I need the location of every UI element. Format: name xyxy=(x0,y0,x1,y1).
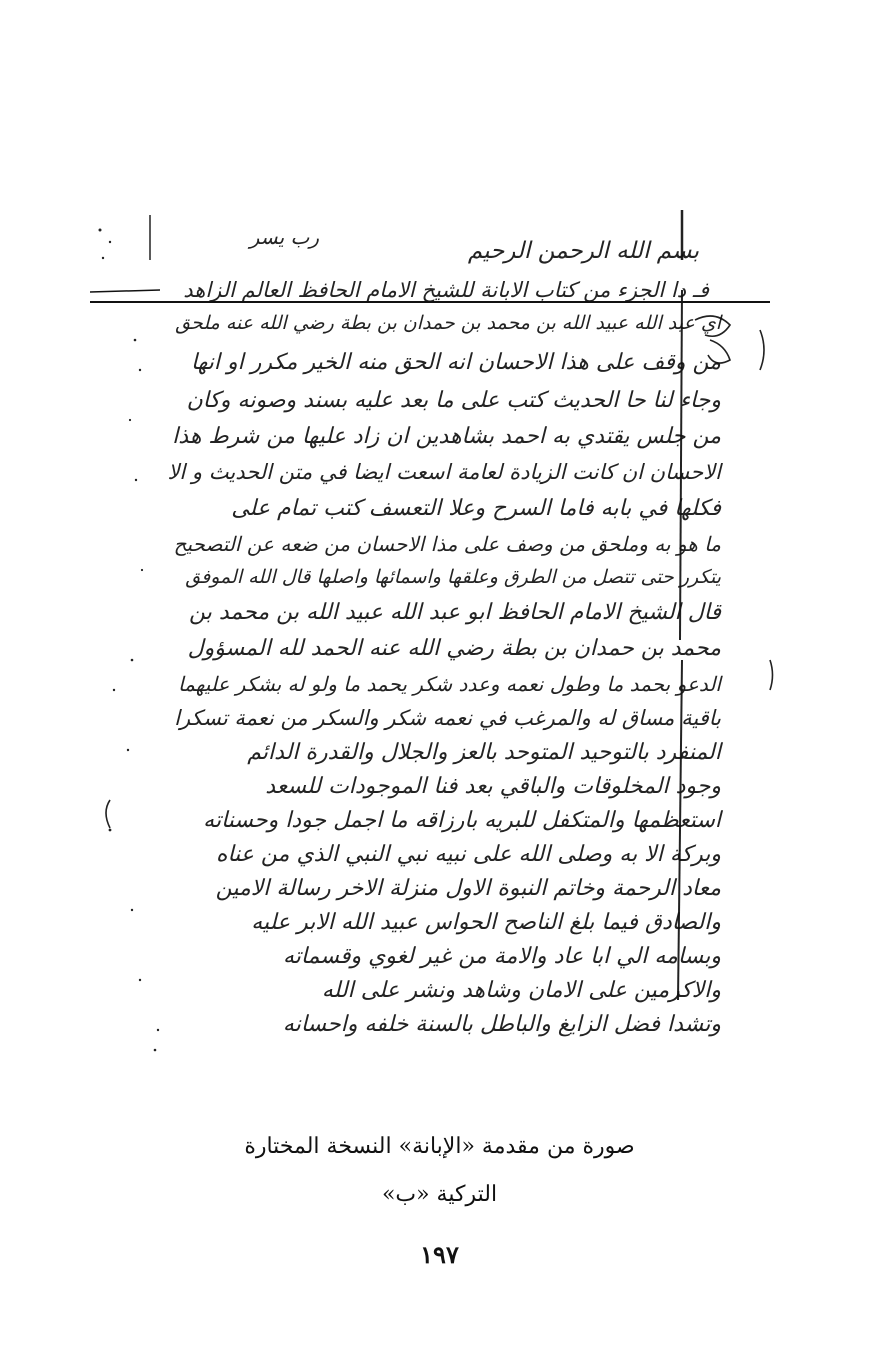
manuscript-note-top: رب يسر xyxy=(249,225,319,249)
manuscript-line: وتشدا فضل الزايغ والباطل بالسنة خلفه واحسانه xyxy=(282,1012,721,1037)
manuscript-line: وجود المخلوقات والباقي بعد فنا الموجودات للسعد xyxy=(265,774,721,799)
caption-subtitle: التركية «ب» xyxy=(381,1182,498,1207)
caption-title: صورة من مقدمة «الإبانة» النسخة المختارة xyxy=(244,1134,635,1159)
manuscript-line: من جلس يقتدي به احمد بشاهدين ان زاد عليها من شرط هذا xyxy=(172,424,721,449)
manuscript-line: وبركة الا به وصلى الله على نبيه نبي النبي الذي من عناه xyxy=(215,842,721,867)
manuscript-line: المنفرد بالتوحيد المتوحد بالعز والجلال والقدرة الدائم xyxy=(247,740,721,765)
manuscript-line: ما هو به وملحق من وصف على مذا الاحسان من ضعه عن التصحيح xyxy=(173,532,721,556)
manuscript-line: محمد بن حمدان بن بطة رضي الله عنه الحمد لله المسؤول xyxy=(187,636,721,661)
manuscript-line: باقية مساق له والمرغب في نعمه شكر والسكر من نعمة تسكرا xyxy=(174,706,721,730)
manuscript-line: استعظمها والمتكفل للبريه بارزاقه ما اجمل جودا وحسناته xyxy=(203,808,721,833)
manuscript-line: يتكرر حتى تتصل من الطرق وعلقها واسمائها واصلها قال الله الموفق xyxy=(185,566,721,588)
manuscript-line: فكلها في بابه فاما السرح وعلا التعسف كتب تمام على xyxy=(231,496,721,521)
manuscript-line: الدعو بحمد ما وطول نعمه وعدد شكر يحمد ما ولو له بشكر عليهما xyxy=(177,672,721,696)
manuscript-bismillah: بسم الله الرحمن الرحيم xyxy=(467,238,699,264)
manuscript-line: معاد الرحمة وخاتم النبوة الاول منزلة الاخر رسالة الامين xyxy=(215,876,721,901)
manuscript-title-line: فـ دا الجزء من كتاب الابانة للشيخ الامام الحافظ العالم الزاهد xyxy=(183,278,709,302)
manuscript-line: الاحسان ان كانت الزيادة لعامة اسعت ايضا في متن الحديث و الا xyxy=(167,460,721,484)
manuscript-line: اي عبد الله عبيد الله بن محمد بن حمدان بن بطة رضي الله عنه ملحق xyxy=(175,312,721,334)
manuscript-line: من وقف على هذا الاحسان انه الحق منه الخير مكرر او انها xyxy=(190,350,721,375)
page-number: ١٩٧ xyxy=(420,1240,459,1269)
manuscript-line: وجاء لنا حا الحديث كتب على ما بعد عليه بسند وصونه وكان xyxy=(186,388,721,413)
manuscript-line: قال الشيخ الامام الحافظ ابو عبد الله عبيد الله بن محمد بن xyxy=(189,600,721,625)
manuscript-line: والاكرمين على الامان وشاهد ونشر على الله xyxy=(321,978,721,1003)
manuscript-line: والصادق فيما بلغ الناصح الحواس عبيد الله الابر عليه xyxy=(251,910,721,935)
manuscript-line: وبسامه الي ابا عاد والامة من غير لغوي وقسماته xyxy=(282,944,721,969)
